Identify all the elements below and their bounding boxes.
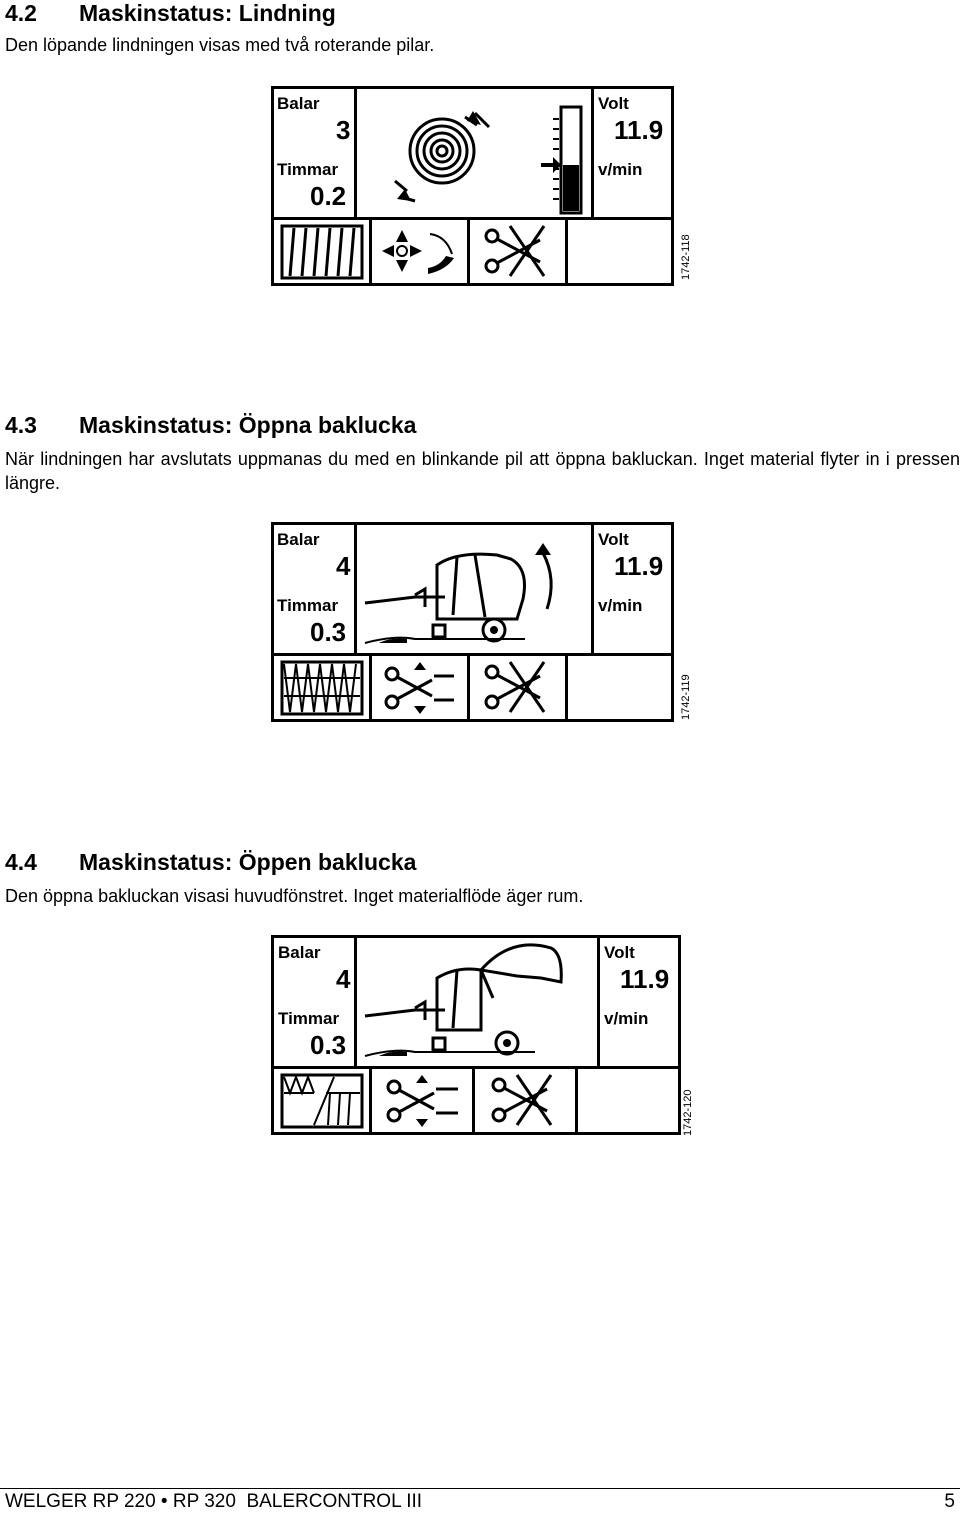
counter-panel: [274, 525, 357, 653]
voltage-panel: [591, 525, 674, 653]
counter-panel: [274, 89, 357, 217]
timmar-value: 0.3: [310, 617, 347, 647]
function-key-row: [274, 653, 671, 719]
volt-label: Volt: [598, 94, 629, 113]
timmar-value: 0.3: [310, 1030, 347, 1060]
balar-value: 3: [336, 115, 351, 145]
volt-value: 11.9: [614, 551, 664, 581]
vmin-label: v/min: [598, 160, 643, 179]
balar-label: Balar: [277, 94, 320, 113]
softkey-1[interactable]: [274, 220, 372, 283]
section-heading-4-3: [5, 412, 416, 439]
timmar-label: Timmar: [278, 1009, 340, 1028]
section-heading-4-4: [5, 849, 416, 876]
timmar-value: 0.2: [310, 181, 347, 211]
rotor-icon: [372, 220, 467, 283]
control-display-open-tailgate-prompt: [271, 522, 674, 722]
section-number: 4.3: [5, 412, 37, 438]
section-paragraph: Den öppna bakluckan visasi huvudfönstret. Inget materialflöde äger rum.: [5, 886, 584, 906]
section-title: Maskinstatus: Lindning: [79, 0, 336, 26]
function-key-row: [274, 217, 671, 283]
section-number: 4.2: [5, 0, 37, 26]
net-cut-icon: [274, 1069, 369, 1132]
section-number: 4.4: [5, 849, 37, 875]
balar-value: 4: [336, 964, 351, 994]
softkey-2[interactable]: [372, 1069, 475, 1132]
bale-wrapping-icon: [357, 89, 591, 217]
timmar-label: Timmar: [277, 596, 339, 615]
vmin-label: v/min: [604, 1009, 649, 1028]
softkey-3[interactable]: [470, 656, 568, 719]
net-wrap-icon: [274, 220, 369, 283]
softkey-1[interactable]: [274, 1069, 372, 1132]
figure-code: 1742-119: [680, 674, 692, 720]
figure-code: 1742-120: [682, 1089, 694, 1136]
balar-value: 4: [336, 551, 351, 581]
control-display-winding: [271, 86, 674, 286]
balar-label: Balar: [277, 530, 320, 549]
counter-panel: [274, 938, 357, 1066]
softkey-1[interactable]: [274, 656, 372, 719]
knives-icon: [372, 656, 467, 719]
control-display-tailgate-open: [271, 935, 681, 1135]
section-paragraph: När lindningen har avslutats uppmanas du med en blinkande pil att öppna bakluckan. Inget material flyter in i pressen längre.: [5, 449, 960, 493]
knives-disabled-icon: [470, 220, 565, 283]
knives-disabled-icon: [470, 656, 565, 719]
volt-label: Volt: [598, 530, 629, 549]
softkey-3[interactable]: [470, 220, 568, 283]
softkey-2[interactable]: [372, 656, 470, 719]
volt-value: 11.9: [614, 115, 664, 145]
voltage-panel: [591, 89, 674, 217]
volt-label: Volt: [604, 943, 635, 962]
footer-product-title: WELGER RP 220 • RP 320 BALERCONTROL III: [5, 1491, 423, 1512]
footer-divider: [0, 1488, 960, 1489]
vmin-label: v/min: [598, 596, 643, 615]
function-key-row: [274, 1066, 678, 1132]
section-title: Maskinstatus: Öppna baklucka: [79, 412, 417, 438]
figure-code: 1742-118: [680, 234, 692, 280]
softkey-4[interactable]: [578, 1069, 678, 1132]
section-heading-4-2: [5, 0, 336, 27]
section-paragraph: Den löpande lindningen visas med två roterande pilar.: [5, 35, 435, 55]
baler-closed-icon: [357, 525, 591, 653]
knives-disabled-icon: [475, 1069, 575, 1132]
section-title: Maskinstatus: Öppen baklucka: [79, 849, 417, 875]
softkey-4[interactable]: [568, 656, 671, 719]
softkey-4[interactable]: [568, 220, 671, 283]
voltage-panel: [597, 938, 680, 1066]
baler-open-icon: [357, 938, 597, 1066]
balar-label: Balar: [278, 943, 321, 962]
knives-icon: [372, 1069, 472, 1132]
page-number: 5: [944, 1491, 955, 1512]
volt-value: 11.9: [620, 964, 670, 994]
timmar-label: Timmar: [277, 160, 339, 179]
softkey-3[interactable]: [475, 1069, 578, 1132]
softkey-2[interactable]: [372, 220, 470, 283]
net-wrap-icon: [274, 656, 369, 719]
